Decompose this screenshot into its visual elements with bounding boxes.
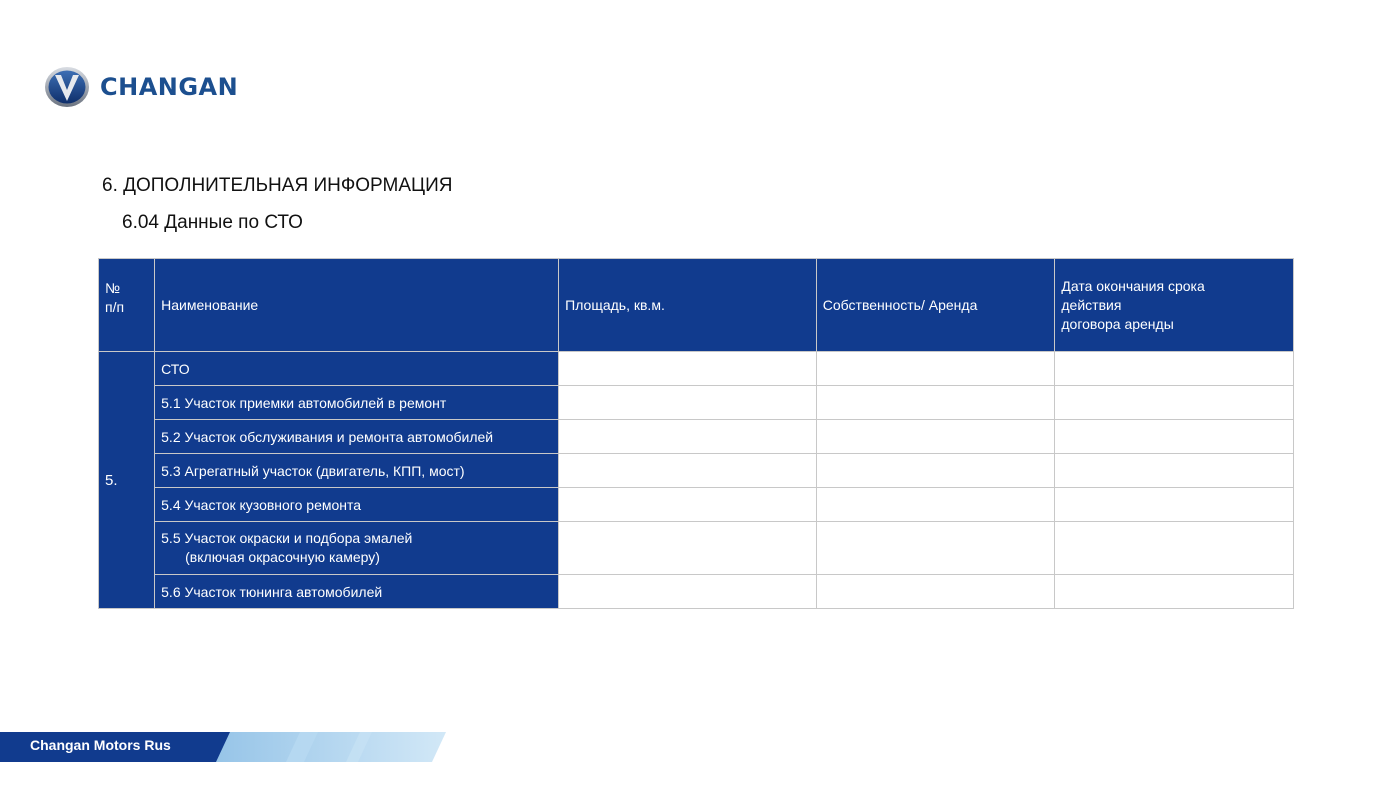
row-name-cell: 5.5 Участок окраски и подбора эмалей (включая окрасочную камеру): [155, 522, 559, 575]
area-cell[interactable]: [559, 454, 817, 488]
table-row: [99, 454, 1294, 488]
lease-end-cell[interactable]: [1055, 488, 1294, 522]
ownership-cell[interactable]: [816, 352, 1055, 386]
sto-data-table: [98, 258, 1294, 609]
subsection-title: 6.04 Данные по СТО: [122, 212, 303, 233]
lease-end-cell[interactable]: [1055, 454, 1294, 488]
table-row: [99, 420, 1294, 454]
ownership-cell[interactable]: [816, 522, 1055, 575]
area-cell[interactable]: [559, 352, 817, 386]
lease-end-cell[interactable]: [1055, 386, 1294, 420]
brand-wordmark: CHANGAN: [100, 73, 239, 101]
table-row: [99, 352, 1294, 386]
row-name-cell: 5.3 Агрегатный участок (двигатель, КПП, мост): [155, 454, 559, 488]
header-lease-end: Дата окончания срока действия договора аренды: [1055, 259, 1294, 352]
lease-end-cell[interactable]: [1055, 420, 1294, 454]
brand-logo: [44, 66, 238, 108]
ownership-cell[interactable]: [816, 386, 1055, 420]
area-cell[interactable]: [559, 386, 817, 420]
area-cell[interactable]: [559, 420, 817, 454]
lease-end-cell[interactable]: [1055, 352, 1294, 386]
header-name: Наименование: [155, 259, 559, 352]
area-cell[interactable]: [559, 575, 817, 609]
row-name-cell: СТО: [155, 352, 559, 386]
ownership-cell[interactable]: [816, 575, 1055, 609]
row-name-cell: 5.6 Участок тюнинга автомобилей: [155, 575, 559, 609]
table-row: [99, 386, 1294, 420]
table-row: [99, 522, 1294, 575]
table-header-row: [99, 259, 1294, 352]
row-name-cell: 5.4 Участок кузовного ремонта: [155, 488, 559, 522]
header-area: Площадь, кв.м.: [559, 259, 817, 352]
row-name-cell: 5.2 Участок обслуживания и ремонта автомобилей: [155, 420, 559, 454]
ownership-cell[interactable]: [816, 420, 1055, 454]
changan-emblem-icon: [44, 66, 90, 108]
ownership-cell[interactable]: [816, 488, 1055, 522]
footer-company-name: Changan Motors Rus: [30, 737, 171, 753]
header-ownership: Собственность/ Аренда: [816, 259, 1055, 352]
table-row: [99, 488, 1294, 522]
lease-end-cell[interactable]: [1055, 522, 1294, 575]
group-number-cell: 5.: [99, 352, 155, 609]
lease-end-cell[interactable]: [1055, 575, 1294, 609]
row-name-cell: 5.1 Участок приемки автомобилей в ремонт: [155, 386, 559, 420]
area-cell[interactable]: [559, 488, 817, 522]
table-row: [99, 575, 1294, 609]
ownership-cell[interactable]: [816, 454, 1055, 488]
section-title: 6. ДОПОЛНИТЕЛЬНАЯ ИНФОРМАЦИЯ: [102, 175, 453, 196]
header-number: № п/п: [99, 259, 155, 352]
area-cell[interactable]: [559, 522, 817, 575]
